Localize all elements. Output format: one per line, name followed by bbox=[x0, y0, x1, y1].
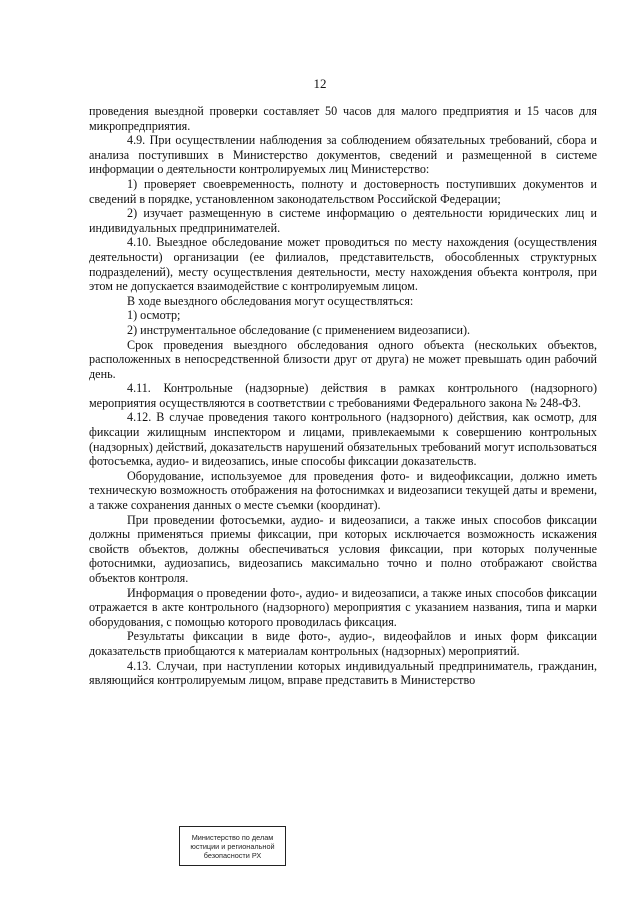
paragraph-continuation: проведения выездной проверки составляет 50 часов для малого предприятия и 15 часов для микропредприятия. bbox=[89, 104, 597, 133]
paragraph-inspection-intro: В ходе выездного обследования могут осуществляться: bbox=[127, 293, 414, 308]
paragraph-inspection-term: Срок проведения выездного обследования одного объекта (нескольких объектов, расположенных в непосредственной близости друг от друга) не может превышать один рабочий день. bbox=[89, 337, 597, 381]
document-body bbox=[89, 104, 597, 688]
page-number: 12 bbox=[313, 76, 327, 91]
paragraph-fixation-methods: При проведении фотосъемки, аудио- и видеозаписи, а также иных способов фиксации должны применяться приемы фиксации, при которых исключается возможность искажения свойств объектов, должны обеспечиваться условия фиксации, при которых полученные фотоснимки, аудиозапись, видеозапись максимально точно и полно отображают свойства объектов контроля. bbox=[89, 512, 597, 585]
paragraph-4-12: 4.12. В случае проведения такого контрольного (надзорного) действия, как осмотр, для фиксации жилищным инспектором и лицами, привлекаемыми к совершению контрольных (надзорных) действий, доказательств нарушений обязательных требований могут использоваться фотосъемка, аудио- и видеозапись, иные способы фиксации доказательств. bbox=[89, 410, 597, 469]
paragraph-4-9-item-1: 1) проверяет своевременность, полноту и достоверность поступивших документов и сведений в порядке, установленном законодательством Российской Федерации; bbox=[89, 176, 597, 206]
paragraph-fixation-results: Результаты фиксации в виде фото-, аудио-, видеофайлов и иных форм фиксации доказательств приобщаются к материалам контрольных (надзорных) мероприятий. bbox=[89, 629, 597, 658]
paragraph-inspection-item-2: 2) инструментальное обследование (с применением видеозаписи). bbox=[127, 322, 471, 337]
paragraph-4-9: 4.9. При осуществлении наблюдения за соблюдением обязательных требований, сбора и анализа поступивших в Министерство документов, сведений и размещенной в системе информации о деятельности контролируемых лиц Министерство: bbox=[89, 133, 597, 177]
paragraph-fixation-info: Информация о проведении фото-, аудио- и видеозаписи, а также иных способов фиксации отражается в акте контрольного (надзорного) мероприятия с указанием названия, типа и марки оборудования, с помощью которого проводилась фиксация. bbox=[89, 585, 597, 629]
paragraph-4-13: 4.13. Случаи, при наступлении которых индивидуальный предприниматель, гражданин, являющийся контролируемым лицом, вправе представить в Министерство bbox=[89, 658, 597, 688]
stamp-line: безопасности РХ bbox=[203, 850, 262, 860]
paragraph-4-10: 4.10. Выездное обследование может проводиться по месту нахождения (осуществления деятельности) организации (ее филиалов, представительств, обособленных структурных подразделений), месту осуществления деятельности, месту нахождения объекта контроля, при этом не допускается взаимодействие с контролируемым лицом. bbox=[89, 235, 597, 294]
stamp-line: Министерство по делам bbox=[191, 832, 274, 842]
registration-stamp bbox=[179, 826, 286, 866]
paragraph-inspection-item-1: 1) осмотр; bbox=[127, 308, 181, 323]
paragraph-4-9-item-2: 2) изучает размещенную в системе информацию о деятельности юридических лиц и индивидуальных предпринимателей. bbox=[89, 206, 597, 235]
stamp-line: юстиции и региональной bbox=[190, 841, 275, 851]
paragraph-4-11: 4.11. Контрольные (надзорные) действия в рамках контрольного (надзорного) мероприятия осуществляются в соответствии с требованиями Федерального закона № 248-ФЗ. bbox=[89, 381, 597, 410]
paragraph-equipment: Оборудование, используемое для проведения фото- и видеофиксации, должно иметь техническую возможность отображения на фотоснимках и видеозаписи текущей даты и времени, а также сохранения данных о месте съемки (координат). bbox=[89, 468, 597, 513]
